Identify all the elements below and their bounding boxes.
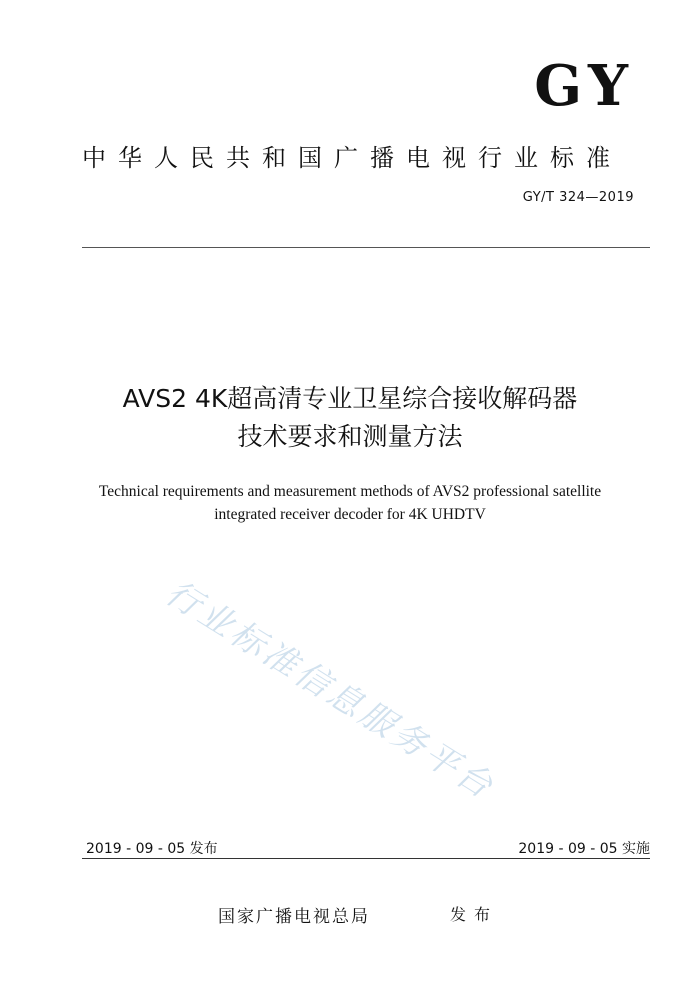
- publisher-name: 国家广播电视总局: [218, 907, 370, 927]
- gy-logo: GY: [534, 53, 634, 119]
- standard-category: 中华人民共和国广播电视行业标准: [82, 144, 622, 172]
- header-divider: [82, 247, 650, 248]
- chinese-title-line-1: AVS2 4K超高清专业卫星综合接收解码器: [122, 384, 578, 413]
- watermark-text: 行业标准信息服务平台: [158, 572, 503, 809]
- chinese-title-line-2: 技术要求和测量方法: [237, 422, 463, 451]
- implementation-date: 2019 - 09 - 05 实施: [518, 841, 650, 857]
- standard-number: GY/T 324—2019: [522, 190, 634, 205]
- date-divider: [82, 858, 650, 859]
- issue-date: 2019 - 09 - 05 发布: [86, 841, 218, 857]
- english-title: [0, 480, 700, 526]
- english-title-line-1: Technical requirements and measurement methods of AVS2 professional satellite: [98, 483, 602, 500]
- chinese-title: [0, 380, 700, 456]
- publish-label: 发布: [450, 905, 499, 924]
- english-title-line-2: integrated receiver decoder for 4K UHDTV: [214, 506, 486, 523]
